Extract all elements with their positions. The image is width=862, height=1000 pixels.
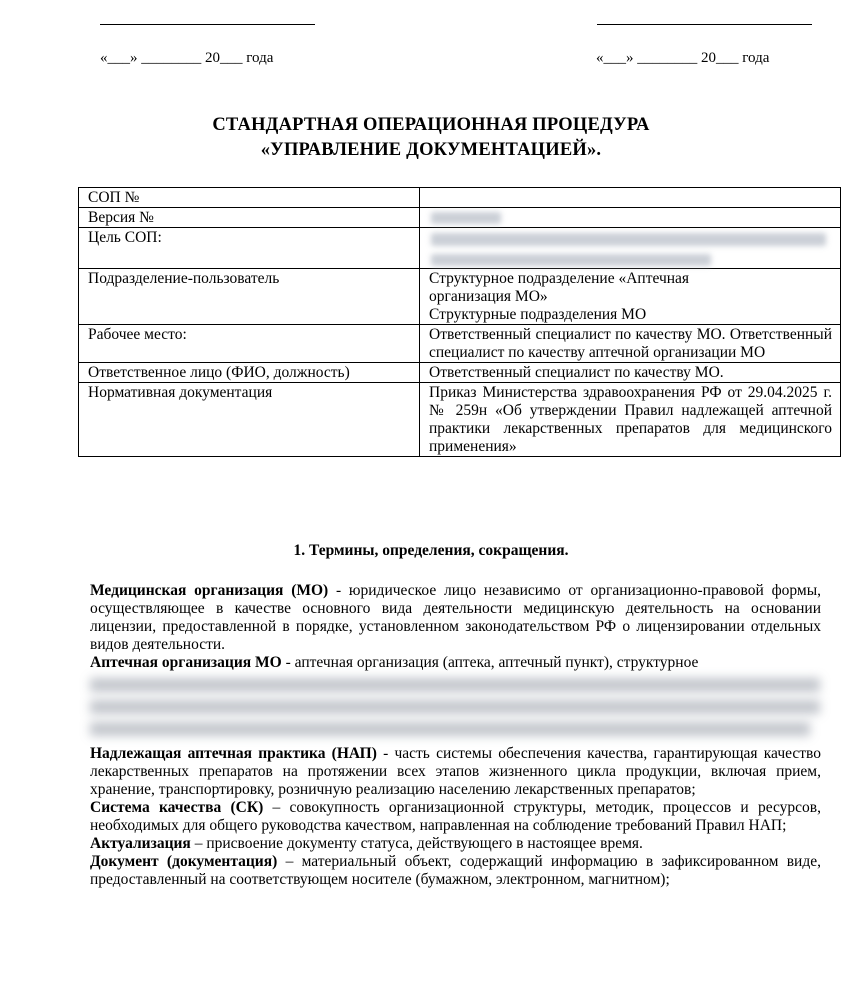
table-row xyxy=(79,188,841,208)
responsible-label: Ответственное лицо (ФИО, должность) xyxy=(79,363,420,383)
approval-date-left: «___» ________ 20___ года xyxy=(100,50,274,66)
section-heading: 1. Термины, определения, сокращения. xyxy=(293,542,569,559)
redacted-text-block xyxy=(90,674,821,742)
department-line: Структурное подразделение «Аптечная xyxy=(429,270,690,287)
definition-term: Медицинская организация (МО) xyxy=(90,582,329,599)
definition-nap xyxy=(90,745,821,799)
version-label: Версия № xyxy=(79,208,420,228)
document-title-line2: «УПРАВЛЕНИЕ ДОКУМЕНТАЦИЕЙ». xyxy=(260,140,602,160)
sop-info-table xyxy=(78,187,841,457)
definition-text: - аптечная организация (аптека, аптечный пункт), структурное xyxy=(281,654,699,671)
normative-label: Нормативная документация xyxy=(79,383,420,457)
definition-term: Аптечная организация МО xyxy=(90,654,282,671)
table-row xyxy=(79,363,841,383)
definition-doc xyxy=(90,853,821,889)
definition-text: – присвоение документу статуса, действующего в настоящее время. xyxy=(190,835,643,852)
definition-apt xyxy=(90,654,821,672)
goal-label: Цель СОП: xyxy=(79,228,420,269)
table-row xyxy=(79,269,841,325)
table-row xyxy=(79,383,841,457)
definition-akt xyxy=(90,835,821,853)
table-row xyxy=(79,208,841,228)
signature-line-right xyxy=(597,24,812,25)
table-row xyxy=(79,325,841,363)
definition-sk xyxy=(90,799,821,835)
definition-term: Документ (документация) xyxy=(90,853,278,870)
definition-term: Надлежащая аптечная практика (НАП) xyxy=(90,745,377,762)
definition-text: – материальный объект, содержащий информацию в зафиксированном виде, предоставленный на соответствующем носителе (бумажном, электронном, магнитном); xyxy=(90,853,821,888)
definition-text: – совокупность организационной структуры, методик, процессов и ресурсов, необходимых для общего руководства качеством, направленная на соблюдение требований Правил НАП; xyxy=(90,799,821,834)
sop-number-value xyxy=(420,188,841,208)
version-value-redacted xyxy=(420,208,841,228)
definitions-block xyxy=(90,582,821,889)
definition-term: Система качества (СК) xyxy=(90,799,264,816)
definition-text: - часть системы обеспечения качества, гарантирующая качество лекарственных препаратов на протяжении всех этапов жизненного цикла продукции, включая прием, хранение, транспортировку, розничную реализацию населению лекарственных препаратов; xyxy=(90,745,821,798)
workplace-label: Рабочее место: xyxy=(79,325,420,363)
approval-date-right: «___» ________ 20___ года xyxy=(596,50,770,66)
definition-term: Актуализация xyxy=(90,835,191,852)
signature-line-left xyxy=(100,24,315,25)
workplace-value: Ответственный специалист по качеству МО. Ответственный специалист по качеству аптечной организации МО xyxy=(420,325,841,363)
definition-mo xyxy=(90,582,821,654)
normative-value: Приказ Министерства здравоохранения РФ от 29.04.2025 г. № 259н «Об утверждении Правил надлежащей аптечной практики лекарственных препаратов для медицинского применения» xyxy=(420,383,841,457)
department-line: организация МО» xyxy=(429,288,548,305)
table-row xyxy=(79,228,841,269)
definition-text: - юридическое лицо независимо от организационно-правовой формы, осуществляющее в качестве основного вида деятельности медицинскую деятельность на основании лицензии, предоставленной в порядке, установленном законодательством РФ о лицензировании отдельных видов деятельности. xyxy=(90,582,821,653)
department-label: Подразделение-пользователь xyxy=(79,269,420,325)
department-line: Структурные подразделения МО xyxy=(429,306,647,323)
document-title-line1: СТАНДАРТНАЯ ОПЕРАЦИОННАЯ ПРОЦЕДУРА xyxy=(212,115,650,135)
responsible-value: Ответственный специалист по качеству МО. xyxy=(420,363,841,383)
sop-number-label: СОП № xyxy=(79,188,420,208)
goal-value-redacted xyxy=(420,228,841,269)
department-value xyxy=(420,269,841,325)
